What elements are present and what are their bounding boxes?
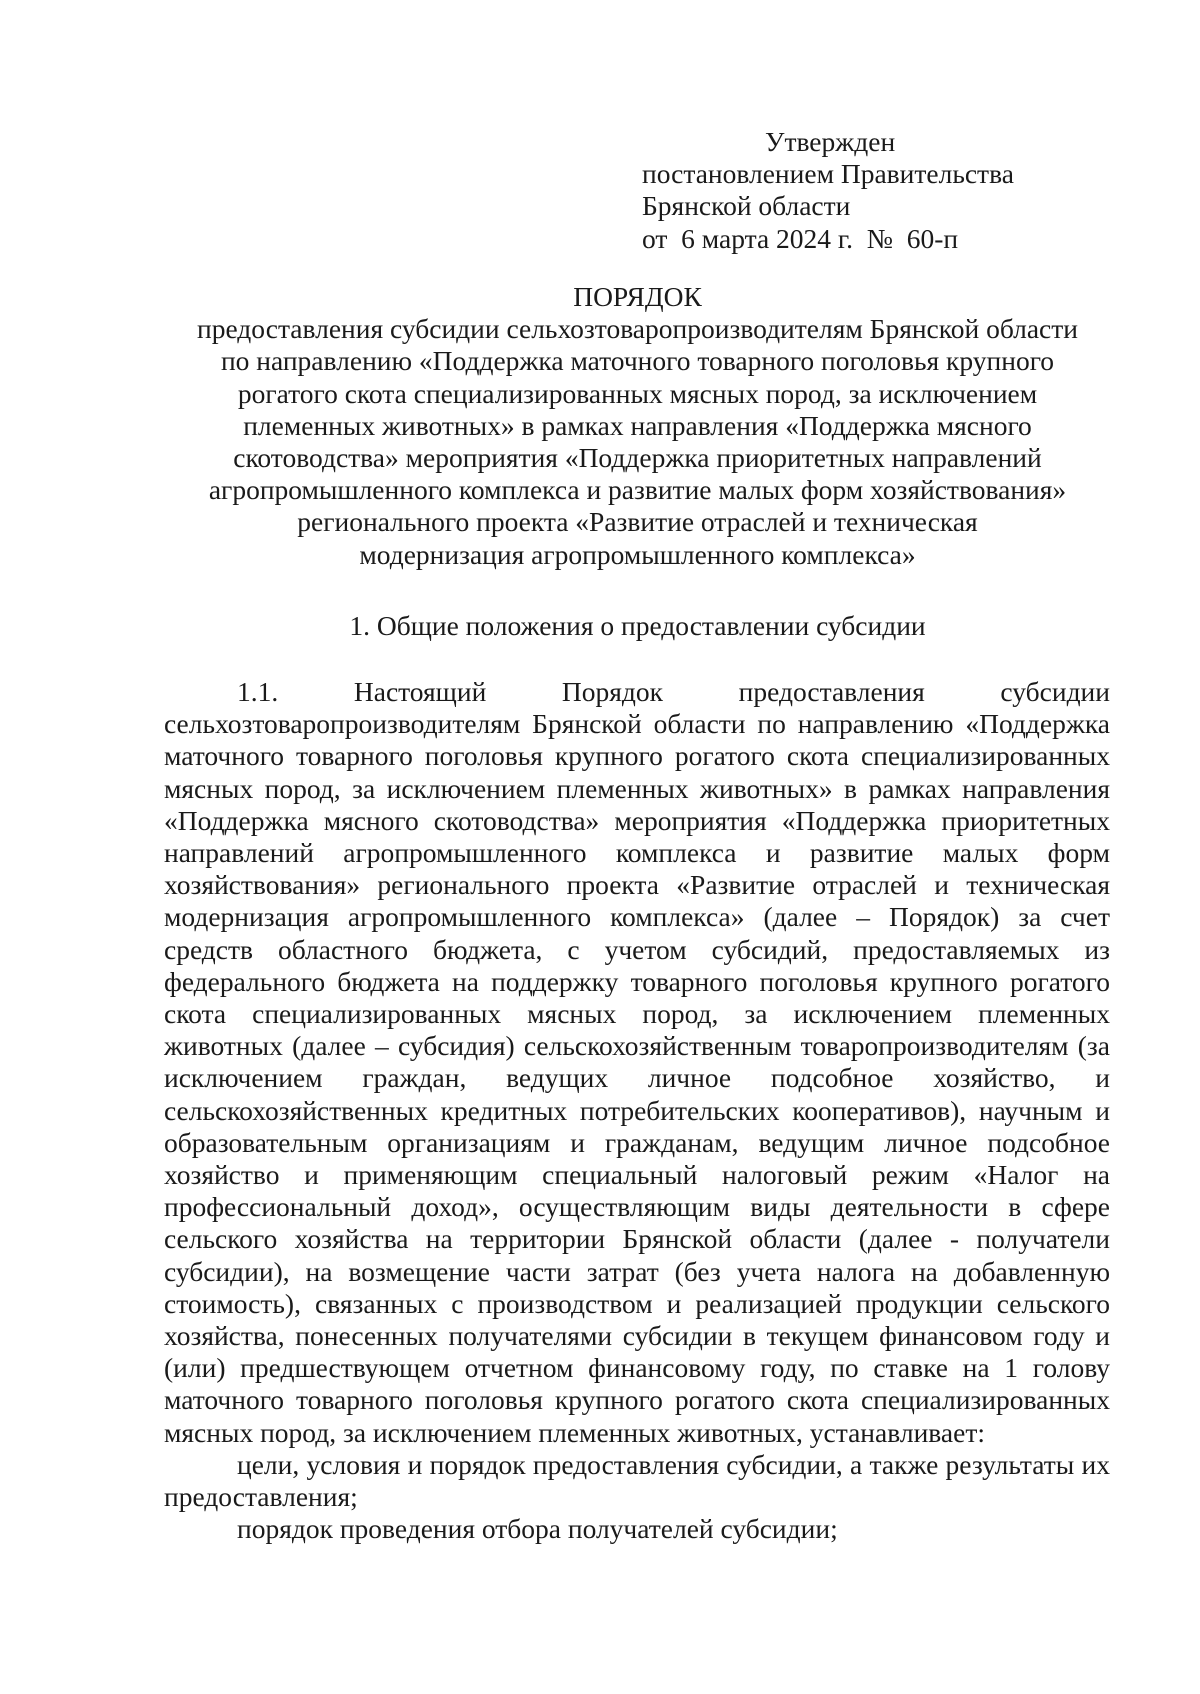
section-heading: 1. Общие положения о предоставлении субсидии xyxy=(349,610,926,641)
approval-line-approved: Утвержден xyxy=(765,126,896,157)
title-line: по направлению «Поддержка маточного товарного поголовья крупного xyxy=(220,345,1055,377)
approval-line-decree: постановлением Правительства xyxy=(642,158,1014,190)
title-line: скотоводства» мероприятия «Поддержка приоритетных направлений xyxy=(233,442,1042,474)
title-line: племенных животных» в рамках направления «Поддержка мясного xyxy=(243,409,1032,441)
approval-line-region: Брянской области xyxy=(642,190,851,222)
title-line: рогатого скота специализированных мясных пород, за исключением xyxy=(237,377,1038,409)
title-line: предоставления субсидии сельхозтоваропроизводителям Брянской области xyxy=(197,313,1078,345)
paragraph-1-1: 1.1. Настоящий Порядок предоставления субсидии сельхозтоваропроизводителям Брянской области по направлению «Поддержка маточного товарного поголовья крупного рогатого скота специализированных мясных пород, за исключением племенных животных» в рамках направления «Поддержка мясного скотоводства» мероприятия «Поддержка приоритетных направлений агропромышленного комплекса и развитие малых форм хозяйствования» регионального проекта «Развитие отраслей и техническая модернизация агропромышленного комплекса» (далее – Порядок) за счет средств областного бюджета, с учетом субсидий, предоставляемых из федерального бюджета на поддержку товарного поголовья крупного рогатого скота специализированных мясных пород, за исключением племенных животных (далее – субсидия) сельскохозяйственным товаропроизводителям (за исключением граждан, ведущих личное подсобное хозяйство, и сельскохозяйственных кредитных потребительских кооперативов), научным и образовательным организациям и гражданам, ведущим личное подсобное хозяйство и применяющим специальный налоговый режим «Налог на профессиональный доход», осуществляющим виды деятельности в сфере сельского хозяйства на территории Брянской области (далее - получатели субсидии), на возмещение части затрат (без учета налога на добавленную стоимость), связанных с производством и реализацией продукции сельского хозяйства, понесенных получателями субсидии в текущем финансовом году и (или) предшествующем отчетном финансовому году, по ставке на 1 голову маточного товарного поголовья крупного рогатого скота специализированных мясных пород, за исключением племенных животных, устанавливает: xyxy=(164,676,1110,1448)
document-title xyxy=(170,281,1105,571)
title-heading: ПОРЯДОК xyxy=(573,281,702,312)
list-item: порядок проведения отбора получателей субсидии; xyxy=(237,1513,838,1545)
title-line: модернизация агропромышленного комплекса» xyxy=(359,538,916,570)
approval-stamp xyxy=(642,126,1014,255)
body-text xyxy=(164,676,1110,1545)
title-line: регионального проекта «Развитие отраслей и техническая xyxy=(297,506,978,538)
title-line: агропромышленного комплекса и развитие малых форм хозяйствования» xyxy=(208,474,1067,506)
list-item: цели, условия и порядок предоставления субсидии, а также результаты их предоставления; xyxy=(164,1448,1110,1513)
approval-line-date-number: от 6 марта 2024 г. № 60-п xyxy=(642,222,959,254)
